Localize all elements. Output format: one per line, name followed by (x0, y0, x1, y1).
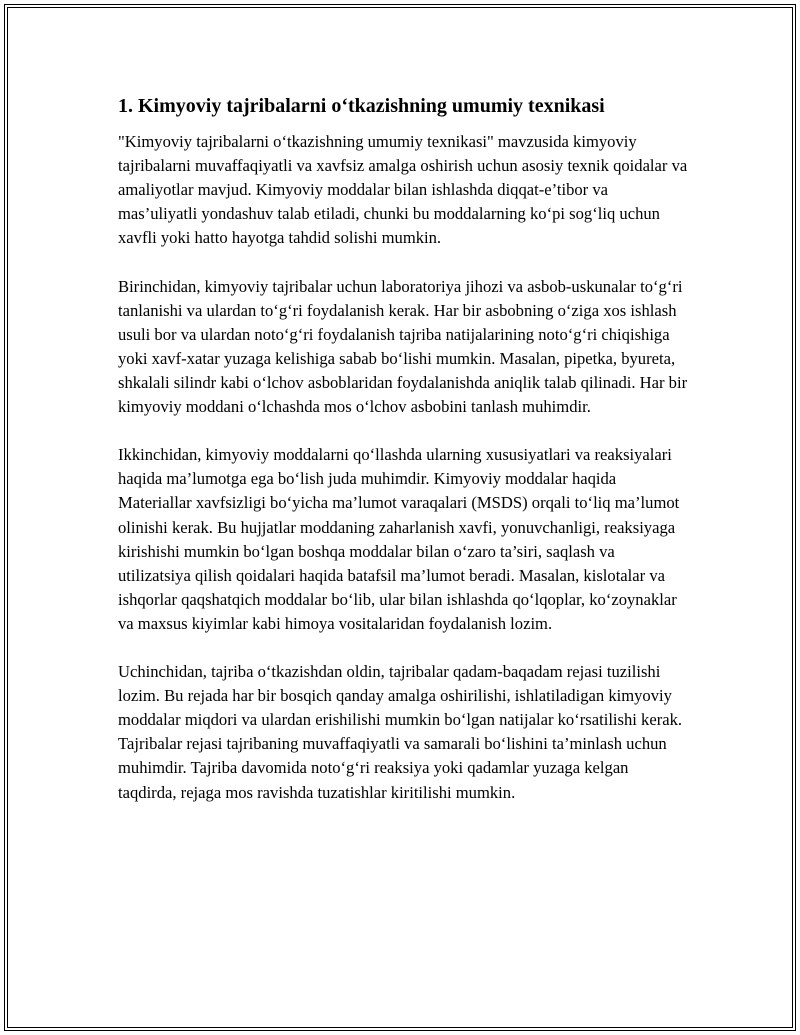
section-heading: 1. Kimyoviy tajribalarni o‘tkazishning umumiy texnikasi (118, 95, 605, 117)
document-body (118, 92, 688, 829)
paragraph-third: Uchinchidan, tajriba o‘tkazishdan oldin, tajribalar qadam-baqadam rejasi tuzilishi lozim. Bu rejada har bir bosqich qanday amalga oshirilishi, ishlatiladigan kimyoviy moddalar miqdori va ulardan erishilishi mumkin bo‘lgan natijalar ko‘rsatilishi kerak. Tajribalar rejasi tajribaning muvaffaqiyatli va samarali bo‘lishini ta’minlash uchun muhimdir. Tajriba davomida noto‘g‘ri reaksiya yoki qadamlar yuzaga kelgan taqdirda, rejaga mos ravishda tuzatishlar kiritilishi mumkin. (118, 662, 683, 802)
paragraph-second: Ikkinchidan, kimyoviy moddalarni qo‘llashda ularning xususiyatlari va reaksiyalari haqida ma’lumotga ega bo‘lish juda muhimdir. Kimyoviy moddalar haqida Materiallar xavfsizligi bo‘yicha ma’lumot varaqalari (MSDS) orqali to‘liq ma’lumot olinishi kerak. Bu hujjatlar moddaning zaharlanish xavfi, yonuvchanligi, reaksiyaga kirishishi mumkin bo‘lgan boshqa moddalar bilan o‘zaro ta’siri, saqlash va utilizatsiya qilish qoidalari haqida batafsil ma’lumot beradi. Masalan, kislotalar va ishqorlar qaqshatqich moddalar bo‘lib, ular bilan ishlashda qo‘lqoplar, ko‘zoynaklar va maxsus kiyimlar kabi himoya vositalaridan foydalanish lozim. (118, 445, 680, 633)
paragraph-intro: "Kimyoviy tajribalarni o‘tkazishning umumiy texnikasi" mavzusida kimyoviy tajribalarni muvaffaqiyatli va xavfsiz amalga oshirish uchun asosiy texnik qoidalar va amaliyotlar mavjud. Kimyoviy moddalar bilan ishlashda diqqat-e’tibor va mas’uliyatli yondashuv talab etiladi, chunki bu moddalarning ko‘pi sog‘liq uchun xavfli yoki hatto hayotga tahdid solishi mumkin. (118, 132, 688, 248)
paragraph-first: Birinchidan, kimyoviy tajribalar uchun laboratoriya jihozi va asbob-uskunalar to‘g‘ri tanlanishi va ulardan to‘g‘ri foydalanish kerak. Har bir asbobning o‘ziga xos ishlash usuli bor va ulardan noto‘g‘ri foydalanish tajriba natijalarining noto‘g‘ri chiqishiga yoki xavf-xatar yuzaga kelishiga sabab bo‘lishi mumkin. Masalan, pipetka, byureta, shkalali silindr kabi o‘lchov asboblaridan foydalanishda aniqlik talab qilinadi. Har bir kimyoviy moddani o‘lchashda mos o‘lchov asbobini tanlash muhimdir. (118, 276, 688, 417)
